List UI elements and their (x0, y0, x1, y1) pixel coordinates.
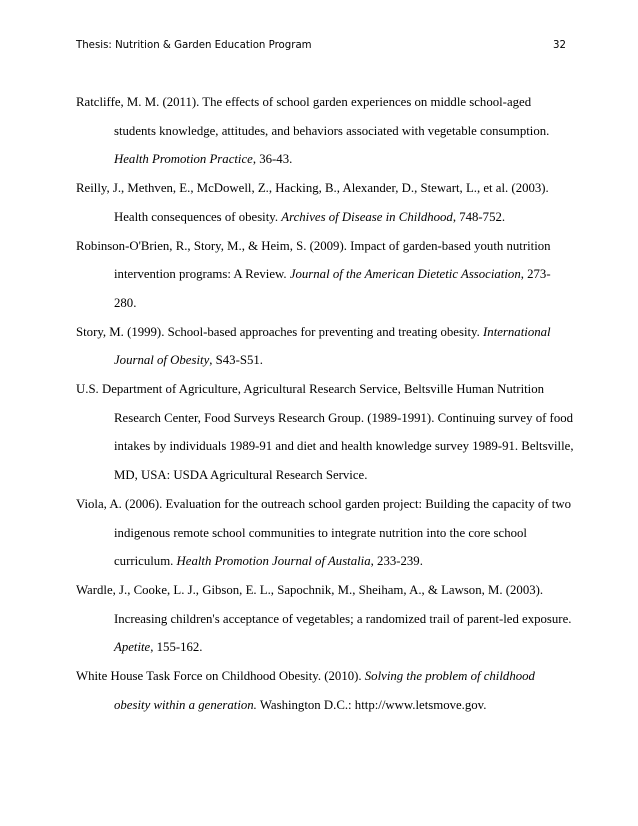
reference-text: intakes by individuals 1989-91 and diet and health knowledge survey 1989-91. Beltsville, (114, 439, 574, 454)
reference-entry (76, 232, 568, 318)
reference-list (76, 88, 574, 719)
reference-text: Health consequences of obesity. (114, 209, 282, 224)
reference-italic-text: Archives of Disease in Childhood (281, 209, 453, 224)
reference-continuation-line (114, 203, 568, 232)
reference-text: , 273- (520, 267, 551, 282)
reference-continuation-line (114, 432, 574, 461)
reference-text: Viola, A. (2006). Evaluation for the outreach school garden project: Building the capacity of two (76, 496, 571, 511)
reference-text: Washington D.C.: http://www.letsmove.gov. (256, 697, 487, 712)
reference-continuation-line (114, 404, 574, 433)
reference-first-line (76, 375, 568, 404)
reference-continuation-line (114, 260, 568, 289)
reference-continuation-line (114, 145, 568, 174)
reference-continuation-line (114, 691, 568, 720)
page-number: 32 (553, 40, 566, 51)
reference-italic-text: Journal of Obesity (114, 353, 210, 368)
reference-text: , 36-43. (252, 152, 293, 167)
reference-text: , S43-S51. (209, 353, 263, 368)
reference-continuation-line (114, 547, 568, 576)
reference-italic-text: Journal of the American Dietetic Association (289, 267, 521, 282)
reference-entry (76, 490, 571, 576)
reference-entry (76, 375, 574, 490)
reference-text: curriculum. (114, 554, 177, 569)
reference-entry (76, 174, 568, 231)
reference-text: , 155-162. (150, 640, 203, 655)
reference-text: intervention programs: A Review. (114, 267, 290, 282)
reference-text: Research Center, Food Surveys Research Group. (1989-1991). Continuing survey of food (114, 410, 574, 425)
reference-entry (76, 576, 572, 662)
reference-text: Wardle, J., Cooke, L. J., Gibson, E. L., Sapochnik, M., Sheiham, A., & Lawson, M. (2003). (76, 582, 544, 597)
reference-italic-text: Health Promotion Journal of Austalia (176, 554, 371, 569)
reference-first-line (76, 232, 568, 261)
reference-continuation-line (114, 461, 568, 490)
reference-text: MD, USA: USDA Agricultural Research Service. (114, 468, 368, 483)
reference-text: Robinson-O'Brien, R., Story, M., & Heim, S. (2009). Impact of garden-based youth nutrition (76, 238, 551, 253)
reference-continuation-line (114, 289, 568, 318)
reference-first-line (76, 88, 568, 117)
reference-entry (76, 88, 568, 174)
reference-first-line (76, 662, 568, 691)
running-header (76, 38, 566, 54)
reference-text: Story, M. (1999). School-based approaches for preventing and treating obesity. (76, 324, 484, 339)
reference-italic-text: International (483, 324, 551, 339)
reference-continuation-line (114, 346, 568, 375)
reference-continuation-line (114, 519, 568, 548)
reference-first-line (76, 490, 571, 519)
reference-text: , 233-239. (370, 554, 423, 569)
reference-italic-text: Health Promotion Practice (114, 152, 253, 167)
reference-text: indigenous remote school communities to integrate nutrition into the core school (114, 525, 527, 540)
reference-text: Reilly, J., Methven, E., McDowell, Z., Hacking, B., Alexander, D., Stewart, L., et al. (2003). (76, 181, 549, 196)
reference-italic-text: Solving the problem of childhood (364, 669, 535, 684)
reference-continuation-line (114, 605, 572, 634)
reference-first-line (76, 174, 568, 203)
reference-text: , 748-752. (452, 209, 506, 224)
reference-text: Ratcliffe, M. M. (2011). The effects of school garden experiences on middle school-aged (76, 95, 532, 109)
reference-continuation-line (114, 117, 568, 146)
reference-first-line (76, 576, 568, 605)
reference-italic-text: obesity within a generation. (114, 697, 257, 712)
reference-text: students knowledge, attitudes, and behaviors associated with vegetable consumption. (114, 123, 550, 138)
reference-first-line (76, 318, 568, 347)
running-title: Thesis: Nutrition & Garden Education Program (76, 40, 312, 51)
reference-entry (76, 318, 568, 375)
reference-text: White House Task Force on Childhood Obesity. (2010). (76, 669, 365, 684)
reference-text: 280. (114, 295, 137, 310)
reference-text: Increasing children's acceptance of vegetables; a randomized trail of parent-led exposure. (114, 611, 572, 626)
reference-italic-text: Apetite (114, 640, 151, 655)
reference-text: U.S. Department of Agriculture, Agricultural Research Service, Beltsville Human Nutrition (76, 382, 545, 397)
reference-entry (76, 662, 568, 719)
reference-continuation-line (114, 633, 568, 662)
